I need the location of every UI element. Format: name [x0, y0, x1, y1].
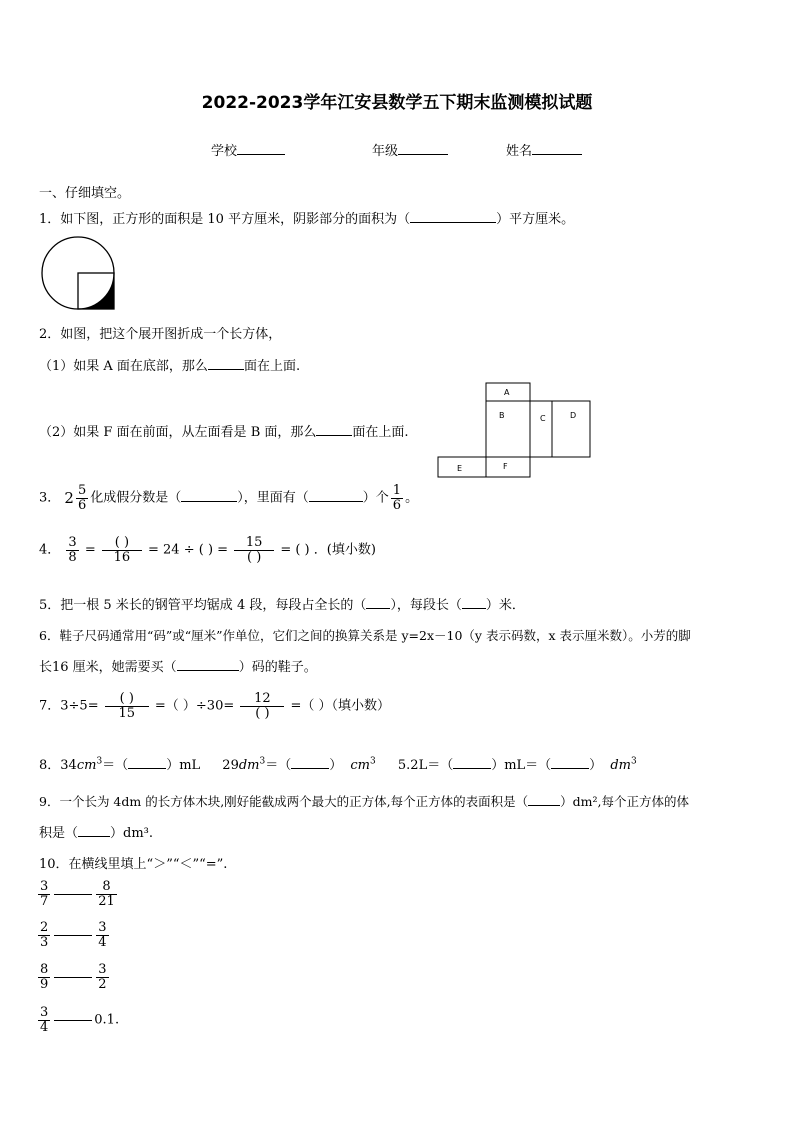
school-blank[interactable]	[237, 142, 285, 155]
q10-r3-rn: 3	[98, 962, 107, 977]
q5-blank-2[interactable]	[462, 596, 486, 609]
q3-text-4: 。	[405, 490, 419, 506]
q10-row-4	[36, 1006, 119, 1034]
q7-f2-num: 12	[240, 692, 284, 707]
net-label-B: B	[499, 411, 505, 420]
question-1	[39, 208, 574, 227]
question-9-line2	[39, 822, 153, 841]
question-10: 10．在横线里填上“＞”“＜”“=”.	[39, 857, 228, 872]
name-label: 姓名	[506, 144, 533, 159]
q10-r3-blank[interactable]	[54, 977, 92, 978]
q3-fraction-den: 6	[77, 497, 87, 513]
school-label: 学校	[211, 144, 238, 159]
q8-blank-2[interactable]	[291, 756, 329, 769]
question-2: 2．如图，把这个展开图折成一个长方体，	[39, 327, 282, 342]
grade-blank[interactable]	[398, 142, 448, 155]
q6-blank[interactable]	[177, 658, 239, 671]
q10-r4-ln: 3	[40, 1005, 49, 1020]
q1-tail: ）平方厘米。	[496, 212, 575, 227]
q9-text-c: 积是（	[39, 826, 79, 841]
q8-blank-4[interactable]	[551, 756, 589, 769]
net-face-B	[486, 401, 530, 457]
name-blank[interactable]	[532, 142, 582, 155]
q9-blank-2[interactable]	[78, 824, 110, 837]
q10-r2-rn: 3	[98, 920, 107, 935]
net-label-E: E	[457, 464, 463, 473]
question-8	[39, 754, 637, 773]
q8-text-a: 8．34	[39, 758, 77, 773]
q2-sub1	[39, 355, 300, 374]
net-label-F: F	[503, 462, 508, 471]
q8-text-g: 5.2L＝（	[397, 758, 454, 773]
q5-text-b: ），每段长（	[390, 598, 462, 613]
question-3	[39, 484, 418, 512]
q8-unit-1: cm	[76, 758, 97, 773]
page-title: 2022-2023学年江安县数学五下期末监测模拟试题	[201, 93, 593, 113]
q7-f1-den: 15	[118, 705, 136, 721]
section-heading: 一、仔细填空。	[39, 186, 131, 201]
q4-middle: = 24 ÷ ( ) =	[148, 542, 229, 558]
q3-blank-1[interactable]	[181, 489, 237, 502]
q7-text-c: =（ ）（填小数）	[290, 698, 391, 714]
net-label-A: A	[504, 388, 510, 397]
q8-power-4: 3	[630, 756, 637, 767]
q2-sub2	[39, 421, 409, 440]
net-label-C: C	[540, 414, 546, 423]
q4-f3-num: 15	[234, 536, 274, 551]
q2-sub2-tail: 面在上面.	[352, 425, 409, 440]
q3-text-1: 化成假分数是（	[90, 490, 182, 506]
q8-blank-1[interactable]	[128, 756, 166, 769]
q10-r3-left	[38, 963, 50, 991]
q3-whole: 2	[64, 489, 74, 508]
q10-r1-ln: 3	[40, 879, 49, 894]
question-9	[39, 792, 689, 810]
q3-num: 3．	[39, 490, 61, 506]
q10-r3-ln: 8	[40, 962, 49, 977]
q3-fraction	[76, 484, 88, 512]
q6-text-c: ）码的鞋子。	[238, 660, 317, 675]
q10-r3-right	[96, 963, 108, 991]
q3-text-2: ），里面有（	[237, 490, 309, 506]
q7-f2-den[interactable]: ( )	[255, 705, 270, 721]
q3-unit-fraction	[391, 484, 403, 512]
q10-r2-left	[38, 921, 50, 949]
q9-blank-1[interactable]	[528, 793, 560, 806]
q5-text-c: ）米．	[485, 598, 525, 613]
q10-r4-blank[interactable]	[54, 1020, 92, 1021]
q7-text-a: 7．3÷5=	[39, 698, 99, 714]
q6-text-b: 长16 厘米，她需要买（	[39, 660, 177, 675]
q10-r4-right: 0.1.	[94, 1012, 120, 1028]
q5-blank-1[interactable]	[366, 596, 390, 609]
net-face-C	[530, 401, 552, 457]
q2-sub1-blank[interactable]	[208, 357, 244, 370]
question-6: 6．鞋子尺码通常用“码”或“厘米”作单位，它们之间的换算关系是 y=2x－10（y 表示码数，x 表示厘米数）。小芳的脚	[39, 628, 691, 643]
q10-r3-ld: 9	[40, 976, 49, 992]
q8-text-i: ）	[589, 758, 603, 773]
q4-tail: = ( ) ．(填小数)	[280, 542, 376, 558]
q10-r1-rd: 21	[98, 893, 115, 909]
q10-r4-left	[38, 1006, 50, 1034]
q8-unit-2: dm	[238, 758, 260, 773]
net-label-D: D	[570, 411, 577, 420]
q4-f1-num: 3	[68, 535, 77, 550]
q8-power-2: 3	[259, 756, 266, 767]
q2-sub1-tail: 面在上面.	[243, 359, 301, 374]
q8-text-c: ）mL	[166, 758, 201, 773]
q7-fraction-1	[105, 692, 149, 720]
question-7	[39, 692, 390, 720]
q10-r2-ln: 2	[40, 920, 49, 935]
q8-text-d: 29	[222, 758, 239, 773]
q8-unit-4: dm	[610, 758, 631, 773]
q2-box-net	[436, 382, 592, 480]
q7-text-b: =（ ）÷30=	[154, 698, 235, 714]
q7-fraction-2	[240, 692, 284, 720]
q4-fraction-1	[66, 536, 78, 564]
q4-num: 4．	[39, 542, 61, 558]
school-field[interactable]	[211, 140, 285, 159]
q8-text-e: ＝（	[265, 758, 292, 773]
q4-f1-den: 8	[68, 549, 77, 565]
q9-text-b: ）dm²,每个正方体的体	[560, 794, 689, 809]
q8-blank-3[interactable]	[453, 756, 491, 769]
grade-field[interactable]	[372, 140, 448, 159]
name-field[interactable]	[506, 140, 582, 159]
q3-blank-2[interactable]	[309, 489, 363, 502]
q1-blank[interactable]	[410, 210, 496, 223]
q10-r4-ld: 4	[40, 1019, 49, 1035]
net-face-D	[552, 401, 590, 457]
q10-r1-right	[96, 880, 117, 908]
question-6-line2	[39, 656, 317, 675]
q3-unit-den: 6	[392, 497, 402, 513]
q10-row-2	[36, 921, 111, 949]
q10-r2-ld: 3	[40, 934, 49, 950]
q1-text: 1．如下图，正方形的面积是 10 平方厘米，阴影部分的面积为（	[39, 212, 411, 227]
q3-fraction-num: 5	[77, 483, 87, 498]
q9-text-d: ）dm³.	[110, 826, 154, 841]
q10-r1-left	[38, 880, 50, 908]
q10-row-1	[36, 880, 119, 908]
q2-sub2-blank[interactable]	[316, 423, 352, 436]
q8-text-f: ）	[329, 758, 343, 773]
net-face-F	[486, 457, 530, 477]
q10-row-3	[36, 963, 111, 991]
grade-label: 年级	[372, 144, 399, 159]
q3-unit-num: 1	[392, 483, 402, 498]
q8-power-1: 3	[96, 756, 103, 767]
q1-figure	[40, 236, 118, 312]
q10-r1-blank[interactable]	[54, 894, 92, 895]
q2-sub1-text: （1）如果 A 面在底部，那么	[39, 359, 208, 374]
q4-f2-den: 16	[113, 549, 131, 565]
question-5	[39, 594, 525, 613]
q4-fraction-2	[102, 536, 142, 564]
q10-r1-rn: 8	[96, 880, 117, 895]
q8-power-3: 3	[370, 756, 376, 767]
q10-r3-rd: 2	[98, 976, 107, 992]
q10-r2-rd: 4	[98, 934, 107, 950]
q7-f1-num[interactable]: ( )	[105, 692, 149, 707]
q8-text-h: ）mL＝（	[491, 758, 552, 773]
q9-text-a: 9．一个长为 4dm 的长方体木块,刚好能截成两个最大的正方体,每个正方体的表面积是（	[39, 794, 529, 809]
q4-f3-den[interactable]: ( )	[247, 549, 262, 565]
q2-sub2-text: （2）如果 F 面在前面，从左面看是 B 面，那么	[39, 425, 317, 440]
q10-r1-ld: 7	[40, 893, 49, 909]
q4-fraction-3	[234, 536, 274, 564]
q4-f2-num[interactable]: ( )	[102, 536, 142, 551]
q10-r2-blank[interactable]	[54, 935, 92, 936]
q3-text-3: ）个	[362, 490, 389, 506]
q10-r2-right	[96, 921, 108, 949]
question-4: 4． $\frac{3}{8}$ = $\frac{( )}{16}$ = 24 ÷ ( ) = $\frac{15}{( )}$ = ( ) ．(填小数)	[39, 535, 376, 565]
q8-unit-3: cm	[350, 758, 371, 773]
q8-text-b: ＝（	[102, 758, 129, 773]
q5-text-a: 5．把一根 5 米长的钢管平均锯成 4 段，每段占全长的（	[39, 598, 367, 613]
